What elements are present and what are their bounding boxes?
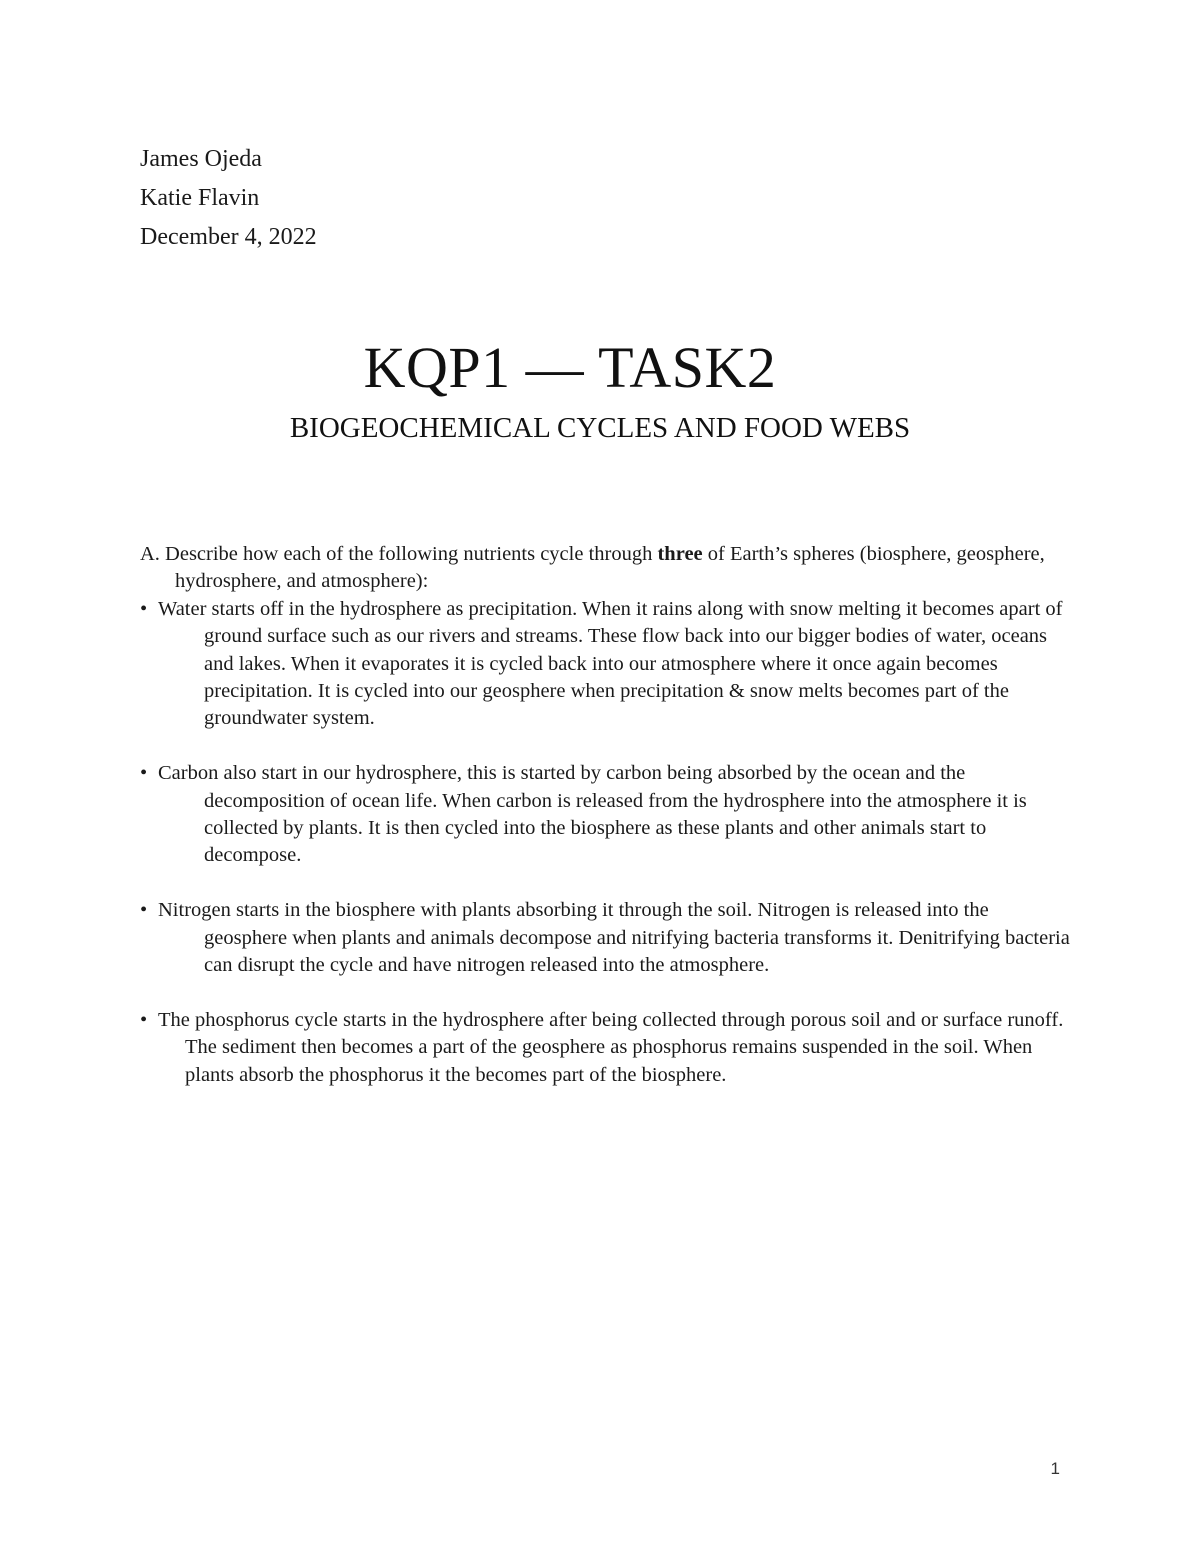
document-title: KQP1 — TASK2 [363,335,777,400]
list-item-text: Carbon also start in our hydrosphere, this is started by carbon being absorbed by the ocean and the decomposition of ocean life. When carbon is released from the hydrosphere into the atmosphere it is collected by plants. It is then cycled into the biosphere as these plants and other animals start to decompose. [158,762,1027,867]
bullet-icon: • [140,762,148,785]
list-item-nitrogen [140,897,1070,979]
instructor-name: Katie Flavin [140,185,260,211]
header-block [140,140,317,257]
bullet-icon: • [140,1008,148,1031]
question-suffix: of Earth’s spheres (biosphere, geosphere, hydrosphere, and atmosphere): [175,543,1045,593]
question-prompt [140,541,1070,596]
document-body [140,541,1070,1089]
list-item-text: Nitrogen starts in the biosphere with plants absorbing it through the soil. Nitrogen is released into the geosphere when plants and animals decompose and nitrifying bacteria transforms it. Denitrifying bacteria can disrupt the cycle and have nitrogen released into the atmosphere. [158,899,1070,977]
bullet-icon: • [140,597,148,620]
question-prefix: A. Describe how each of the following nutrients cycle through [140,543,658,565]
list-item-phosphorus [140,1007,1070,1089]
list-item-carbon [140,760,1070,870]
question-emphasis: three [657,543,703,565]
student-name: James Ojeda [140,146,262,172]
submission-date: December 4, 2022 [140,224,317,250]
list-item-water [140,596,1070,733]
page-number: 1 [1050,1459,1060,1478]
document-subtitle: BIOGEOCHEMICAL CYCLES AND FOOD WEBS [289,412,911,444]
list-item-text: The phosphorus cycle starts in the hydrosphere after being collected through porous soil and or surface runoff. The sediment then becomes a part of the geosphere as phosphorus remains suspended in the soil. When plants absorb the phosphorus it the becomes part of the biosphere. [158,1008,1064,1086]
bullet-icon: • [140,899,148,922]
list-item-text: Water starts off in the hydrosphere as precipitation. When it rains along with snow melting it becomes apart of ground surface such as our rivers and streams. These flow back into our bigger bodies of water, oceans and lakes. When it evaporates it is cycled back into our atmosphere where it once again becomes precipitation. It is cycled into our geosphere when precipitation & snow melts becomes part of the groundwater system. [158,597,1063,730]
